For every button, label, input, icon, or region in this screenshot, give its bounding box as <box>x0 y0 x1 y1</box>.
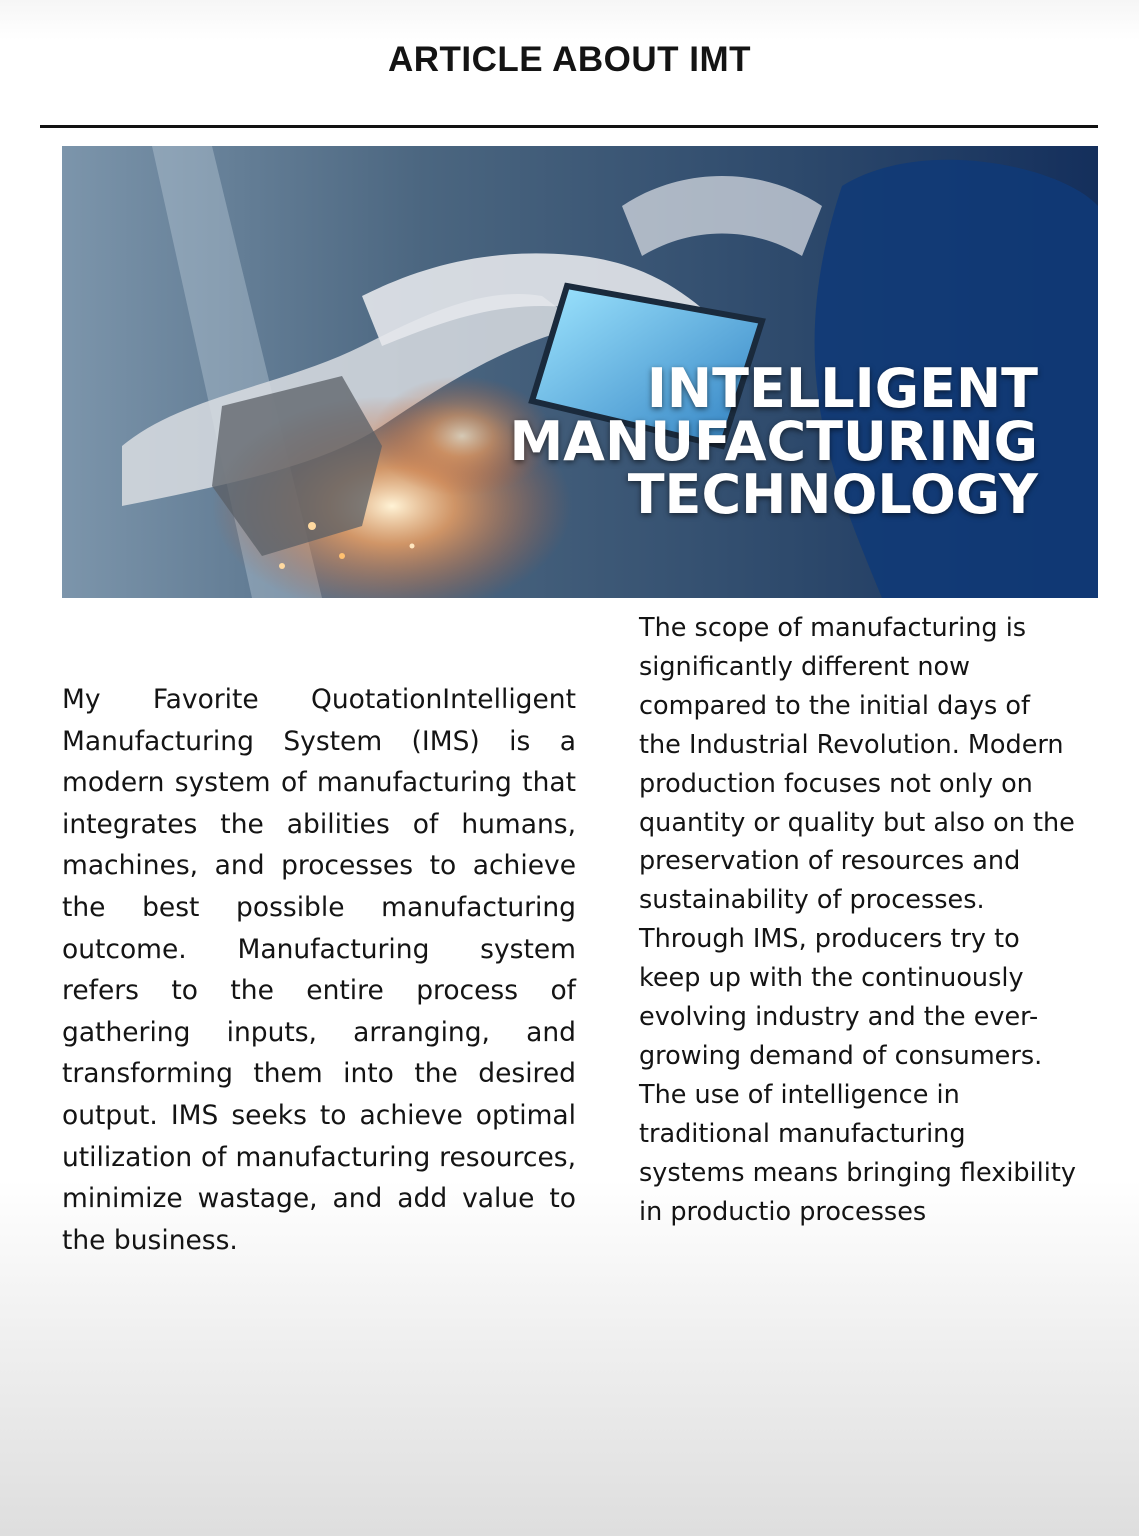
right-paragraph-1: The scope of manufacturing is significantly different now compared to the initial days of the Industrial Revolution. Modern production focuses not only on quantity or quality but also on the preservation of resources and sustainability of processes. Through IMS, producers try to keep up with the continuously evolving industry and the ever-growing demand of consumers. <box>639 613 1075 1071</box>
hero-image <box>62 146 1098 598</box>
hero-line-2: MANUFACTURING <box>509 410 1038 473</box>
hero-line-1: INTELLIGENT <box>646 357 1038 420</box>
hero-overlay-text <box>509 357 1038 526</box>
right-column <box>639 609 1079 1232</box>
left-column-text: My Favorite QuotationIntelligent Manufacturing System (IMS) is a modern system of manufacturing that integrates the abilities of humans, machines, and processes to achieve the best possible manufacturing outcome. Manufacturing system refers to the entire process of gathering inputs, arranging, and transforming them into the desired output. IMS seeks to achieve optimal utilization of manufacturing resources, minimize wastage, and add value to the business. <box>62 684 576 1256</box>
hero-line-3: TECHNOLOGY <box>627 463 1038 526</box>
article-title: ARTICLE ABOUT IMT <box>388 40 751 79</box>
title-divider <box>40 125 1098 128</box>
right-paragraph-2: The use of intelligence in traditional manufacturing systems means bringing flexibility in productio processes <box>639 1079 1076 1227</box>
